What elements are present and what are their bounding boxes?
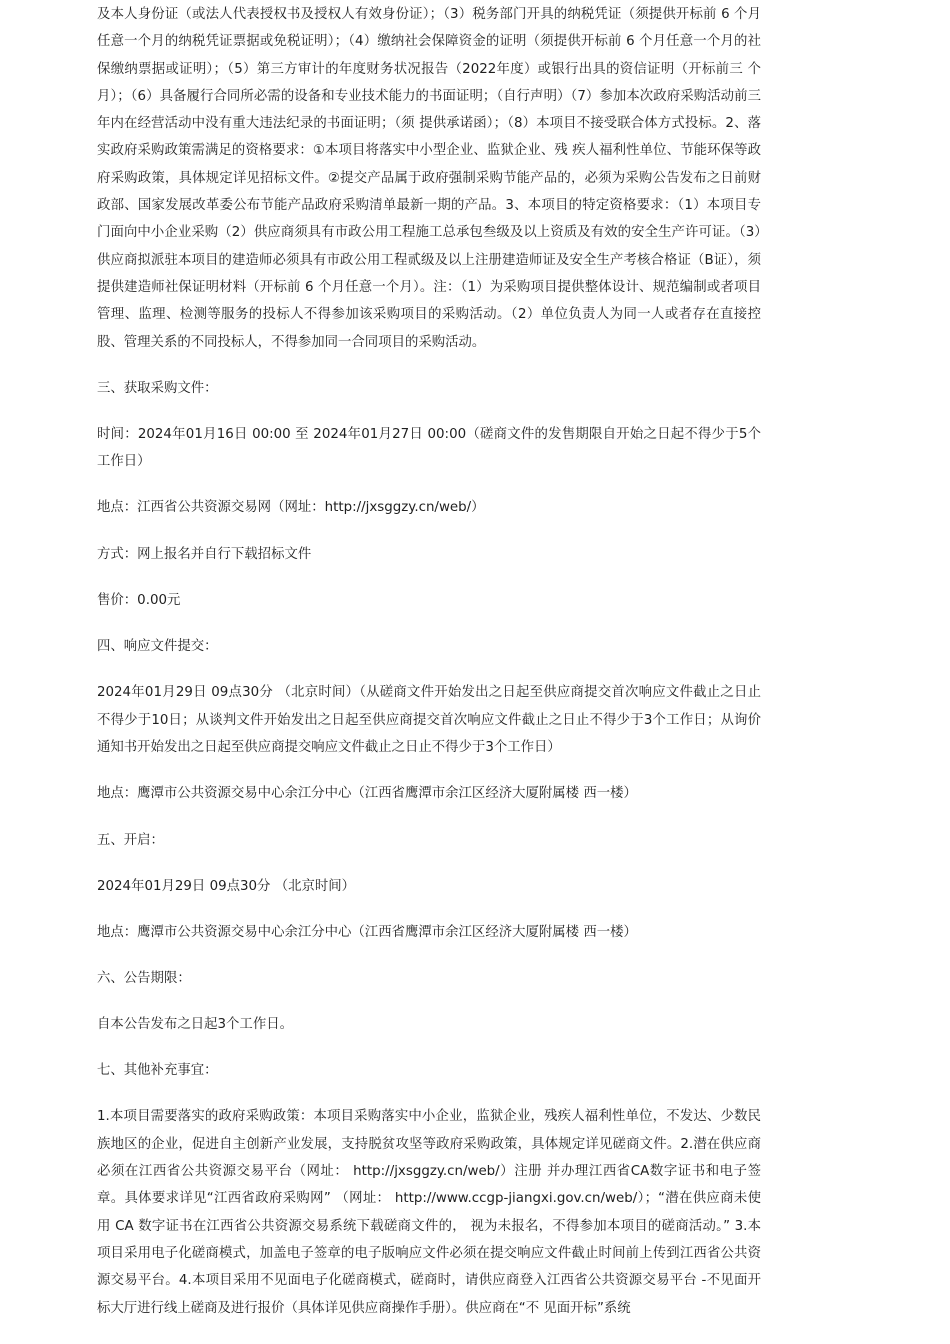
opening-location: 地点：鹰潭市公共资源交易中心余江分中心（江西省鹰潭市余江区经济大厦附属楼 西一楼） — [97, 924, 637, 940]
response-submission-location: 地点：鹰潭市公共资源交易中心余江分中心（江西省鹰潭市余江区经济大厦附属楼 西一楼） — [97, 786, 637, 802]
document-sale-location: 地点：江西省公共资源交易网（网址：http://jxsggzy.cn/web/） — [97, 500, 485, 516]
section-6-heading: 六、公告期限： — [97, 971, 191, 987]
response-submission-time: 2024年01月29日 09点30分 （北京时间）（从磋商文件开始发出之日起至供应商提交首次响应文件截止之日止不得少于10日；从谈判文件开始发出之日起至供应商提交首次响应文件截止之日止不得少于3个工作日；从询价通知书开始发出之日起至供应商提交响应文件截止之日止不得少于3个工作日） — [97, 685, 761, 755]
document-price: 售价：0.00元 — [97, 593, 181, 609]
document-obtain-method: 方式：网上报名并自行下载招标文件 — [97, 546, 312, 562]
section-3-heading: 三、获取采购文件： — [97, 380, 218, 396]
qualification-requirements-text: 及本人身份证（或法人代表授权书及授权人有效身份证）；（3）税务部门开具的纳税凭证（须提供开标前 6 个月任意一个月的纳税凭证票据或免税证明）；（4）缴纳社会保障资金的证明（须提供开标前 6 个月任意一个月的社保缴纳票据或证明）；（5）第三方审计的年度财务状况报告（2022年度）或银行出具的资信证明（开标前三 个月）；（6）具备履行合同所必需的设备和专业技术能力的书面证明；（自行声明）（7）参加本次政府采购活动前三年内在经营活动中没有重大违法纪录的书面证明；（须 提供承诺函）；（8）本项目不接受联合体方式投标。2、落实政府采购政策需满足的资格要求：①本项目将落实中小型企业、监狱企业、残 疾人福利性单位、节能环保等政府采购政策，具体规定详见招标文件。②提交产品属于政府强制采购节能产品的，必须为采购公告发布之日前财政部、国家发展改革委公布节能产品政府采购清单最新一期的产品。3、本项目的特定资格要求：（1）本项目专门面向中小企业采购（2）供应商须具有市政公用工程施工总承包叁级及以上资质及有效的安全生产许可证。（3）供应商拟派驻本项目的建造师必须具有市政公用工程贰级及以上注册建造师证及安全生产考核合格证（B证），须提供建造师社保证明材料（开标前 6 个月任意一个月）。注：（1）为采购项目提供整体设计、规范编制或者项目管理、监理、检测等服务的投标人不得参加该采购项目的采购活动。（2）单位负责人为同一人或者存在直接控股、管理关系的不同投标人，不得参加同一合同项目的采购活动。 — [97, 7, 761, 350]
opening-time: 2024年01月29日 09点30分 （北京时间） — [97, 878, 356, 894]
section-5-heading: 五、开启： — [97, 832, 164, 848]
section-4-heading: 四、响应文件提交： — [97, 639, 218, 655]
supplementary-matters-text: 1.本项目需要落实的政府采购政策：本项目采购落实中小企业，监狱企业，残疾人福利性单位，不发达、少数民族地区的企业，促进自主创新产业发展，支持脱贫攻坚等政府采购政策，具体规定详见磋商文件。2.潜在供应商必须在江西省公共资源交易平台（网址： http://jxsggzy.cn/web/）注册 并办理江西省CA数字证书和电子签章。具体要求详见“江西省政府采购网” （网址： http://www.ccgp-jiangxi.gov.cn/web/）；“潜在供应商未使用 CA 数字证书在江西省公共资源交易系统下载磋商文件的， 视为未报名，不得参加本项目的磋商活动。” 3.本项目采用电子化磋商模式，加盖电子签章的电子版响应文件必须在提交响应文件截止时间前上传到江西省公共资源交易平台。4.本项目采用不见面电子化磋商模式，磋商时，请供应商登入江西省公共资源交易平台 -不见面开标大厅进行线上磋商及进行报价（具体详见供应商操作手册）。供应商在“不 见面开标”系统 — [97, 1109, 761, 1316]
section-7-heading: 七、其他补充事宜： — [97, 1063, 218, 1079]
announcement-period: 自本公告发布之日起3个工作日。 — [97, 1017, 293, 1033]
announcement-document — [97, 0, 761, 1322]
document-sale-time: 时间：2024年01月16日 00:00 至 2024年01月27日 00:00（磋商文件的发售期限自开始之日起不得少于5个工作日） — [97, 426, 761, 470]
